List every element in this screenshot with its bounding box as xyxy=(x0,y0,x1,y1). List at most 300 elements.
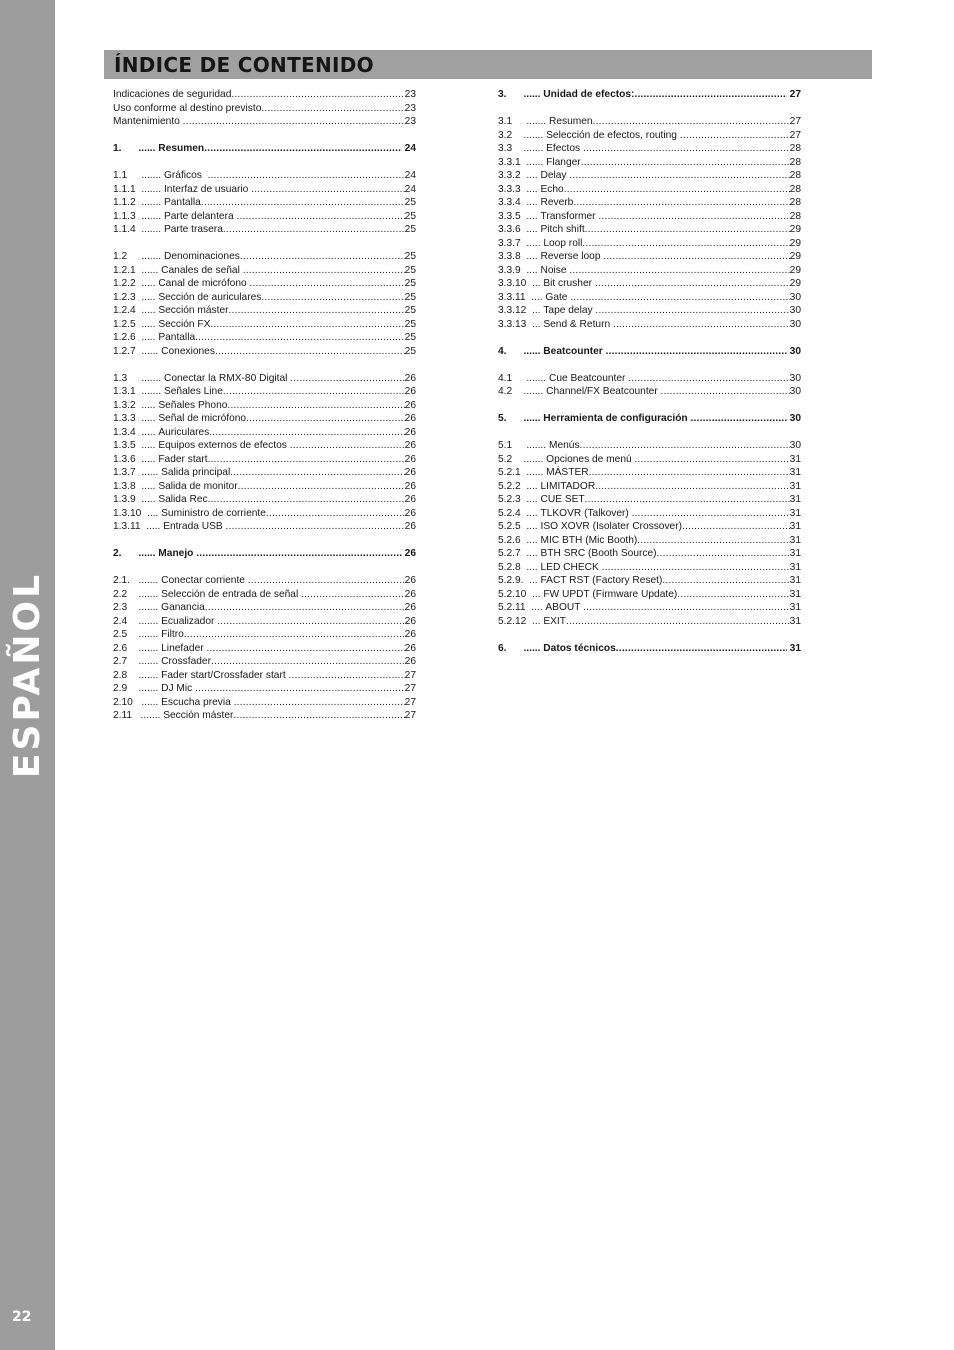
toc-entry-page: 26 xyxy=(404,602,416,613)
toc-entry-number: Mantenimiento xyxy=(113,116,183,127)
toc-entry xyxy=(113,696,416,710)
toc-entry-page: 25 xyxy=(404,224,416,235)
toc-entry-page: 31 xyxy=(789,534,801,546)
toc-entry-page: 26 xyxy=(404,467,416,478)
toc-entry xyxy=(498,196,801,210)
toc-entry xyxy=(498,615,801,629)
toc-entry xyxy=(498,210,801,224)
toc-dot-leader xyxy=(204,142,402,156)
language-label: ESPAÑOL xyxy=(7,571,48,779)
toc-entry xyxy=(113,183,416,197)
toc-spacer xyxy=(498,358,801,372)
toc-entry-number: 1.1 ....... xyxy=(113,170,164,181)
toc-entry-number: 2.9 ....... xyxy=(113,683,162,694)
toc-entry xyxy=(113,169,416,183)
toc-entry xyxy=(498,304,801,318)
toc-entry-page: 29 xyxy=(789,224,801,235)
toc-entry xyxy=(498,318,801,332)
toc-entry xyxy=(113,102,416,116)
toc-entry-title: CUE SET xyxy=(540,494,585,505)
toc-entry-page: 28 xyxy=(789,143,801,154)
toc-entry-number: 6. ...... xyxy=(498,642,544,654)
toc-entry-number: 3.3.6 .... xyxy=(498,224,541,235)
toc-entry xyxy=(113,372,416,386)
toc-entry-title: Conectar la RMX-80 Digital xyxy=(163,372,291,384)
toc-entry-number: 1. ...... xyxy=(113,143,159,154)
toc-entry-title: Efectos xyxy=(546,143,583,154)
toc-entry-page: 28 xyxy=(789,183,801,195)
toc-dot-leader xyxy=(261,102,404,116)
toc-entry xyxy=(498,574,801,588)
toc-entry xyxy=(113,642,416,656)
toc-entry-page: 30 xyxy=(786,345,801,357)
toc-entry-number: 5.2.5 .... xyxy=(498,521,541,532)
toc-entry xyxy=(113,412,416,426)
toc-entry-title: Loop roll xyxy=(543,237,583,249)
toc-entry-page: 31 xyxy=(789,480,801,492)
toc-dot-leader xyxy=(595,480,789,494)
toc-entry-title: Pantalla xyxy=(163,197,201,208)
toc-dot-leader xyxy=(585,223,790,237)
toc-dot-leader xyxy=(677,588,789,602)
toc-entry xyxy=(113,709,416,723)
toc-entry-number: 2.6 ....... xyxy=(113,642,162,654)
toc-entry-page: 25 xyxy=(404,345,416,357)
toc-entry-title: Salida principal xyxy=(161,467,231,478)
toc-entry-page: 27 xyxy=(404,696,416,708)
toc-dot-leader xyxy=(290,372,404,386)
toc-dot-leader xyxy=(215,345,405,359)
toc-entry-number: 3.3.1 ...... xyxy=(498,156,547,168)
toc-entry-page: 27 xyxy=(786,89,801,100)
toc-chapter-entry xyxy=(498,642,801,656)
toc-entry-page: 31 xyxy=(789,588,801,600)
toc-entry-page: 27 xyxy=(404,710,416,721)
toc-dot-leader xyxy=(632,507,790,521)
toc-entry-title: Beatcounter xyxy=(543,345,606,357)
toc-dot-leader xyxy=(606,345,787,359)
toc-entry-number: 1.2.2 ..... xyxy=(113,278,159,289)
toc-entry-title: TLKOVR (Talkover) xyxy=(540,507,632,519)
toc-dot-leader xyxy=(208,493,405,507)
toc-dot-leader xyxy=(206,642,404,656)
toc-entry-title: Tape delay xyxy=(543,305,596,316)
toc-entry-number: 4.2 ....... xyxy=(498,386,547,397)
toc-entry-page: 27 xyxy=(789,129,801,141)
toc-spacer xyxy=(498,399,801,413)
toc-entry-page: 31 xyxy=(789,575,801,586)
toc-dot-leader xyxy=(573,196,789,210)
toc-entry-page: 26 xyxy=(404,629,416,640)
toc-entry xyxy=(498,115,801,129)
toc-entry-number: 3.3.12 ... xyxy=(498,305,544,316)
toc-entry xyxy=(113,588,416,602)
toc-entry xyxy=(113,250,416,264)
toc-entry-page: 27 xyxy=(404,669,416,681)
toc-entry-title: Suministro de corriente xyxy=(161,507,266,519)
toc-dot-leader xyxy=(690,412,786,426)
toc-entry-title: ISO XOVR (Isolater Crossover) xyxy=(540,521,683,532)
toc-entry xyxy=(113,115,416,129)
toc-entry-title: Transformer xyxy=(540,210,599,222)
toc-dot-leader xyxy=(289,669,405,683)
toc-entry-number: 1.3.1 ....... xyxy=(113,386,164,397)
toc-entry-page: 26 xyxy=(404,453,416,465)
language-sidebar xyxy=(0,0,55,1350)
toc-entry-page: 27 xyxy=(789,116,801,127)
toc-entry-page: 25 xyxy=(404,264,416,276)
toc-entry-title: ABOUT xyxy=(545,602,584,613)
toc-entry-page: 28 xyxy=(789,170,801,181)
toc-entry xyxy=(113,493,416,507)
toc-dot-leader xyxy=(230,466,404,480)
toc-entry-number: 1.2.3 ..... xyxy=(113,291,159,303)
toc-entry-title: Linefader xyxy=(161,642,207,654)
toc-entry-number: 5.2.8 .... xyxy=(498,561,541,573)
toc-entry-title: Crossfader xyxy=(161,656,211,667)
toc-entry-page: 27 xyxy=(404,683,416,694)
toc-entry-title: Fader start xyxy=(158,453,208,465)
toc-entry-page: 24 xyxy=(404,183,416,195)
toc-dot-leader xyxy=(593,115,790,129)
toc-entry-number: 1.3.11 ..... xyxy=(113,521,164,532)
toc-entry-number: 2.1. ....... xyxy=(113,575,162,586)
toc-dot-leader xyxy=(598,210,789,224)
toc-spacer xyxy=(498,628,801,642)
toc-dot-leader xyxy=(223,385,405,399)
toc-entry xyxy=(498,250,801,264)
toc-entry xyxy=(498,439,801,453)
toc-entry-title: Salida Rec xyxy=(158,494,208,505)
toc-entry xyxy=(498,493,801,507)
toc-entry-number: 5. ...... xyxy=(498,413,544,424)
toc-spacer xyxy=(498,331,801,345)
toc-entry-number: 3.3.9 .... xyxy=(498,264,541,276)
toc-dot-leader xyxy=(210,318,404,332)
toc-entry-number: 2.10 ...... xyxy=(113,696,162,708)
toc-entry xyxy=(113,291,416,305)
toc-entry-page: 28 xyxy=(789,197,801,208)
toc-entry xyxy=(498,385,801,399)
toc-entry xyxy=(113,480,416,494)
toc-dot-leader xyxy=(583,601,790,615)
toc-entry-number: 5.2.2 .... xyxy=(498,480,541,492)
toc-entry-title: Flanger xyxy=(546,156,581,168)
toc-entry-title: MÁSTER xyxy=(546,467,589,478)
toc-entry-page: 25 xyxy=(404,278,416,289)
toc-dot-leader xyxy=(570,291,789,305)
toc-dot-leader xyxy=(657,547,790,561)
toc-entry-number: 5.2.7 .... xyxy=(498,548,541,559)
toc-entry xyxy=(498,237,801,251)
toc-dot-leader xyxy=(184,628,405,642)
toc-entry xyxy=(113,331,416,345)
toc-entry-page: 26 xyxy=(404,399,416,411)
toc-entry-title: Bit crusher xyxy=(543,278,595,289)
toc-dot-leader xyxy=(227,399,404,413)
toc-dot-leader xyxy=(564,183,790,197)
toc-dot-leader xyxy=(628,372,789,386)
toc-entry xyxy=(113,88,416,102)
toc-entry xyxy=(498,480,801,494)
toc-dot-leader xyxy=(246,412,405,426)
toc-dot-leader xyxy=(236,210,404,224)
toc-dot-leader xyxy=(589,466,790,480)
toc-dot-leader xyxy=(569,264,789,278)
toc-entry-number: 1.1.4 ....... xyxy=(113,224,164,235)
toc-entry-title: Canal de micrófono xyxy=(158,278,250,289)
toc-entry-page: 31 xyxy=(789,615,801,627)
toc-spacer xyxy=(498,102,801,116)
toc-entry-number: 1.2.6 ..... xyxy=(113,332,159,343)
toc-entry-number: 1.3.5 ..... xyxy=(113,440,159,451)
toc-dot-leader xyxy=(201,196,405,210)
toc-entry-page: 30 xyxy=(789,318,801,330)
toc-entry-page: 24 xyxy=(404,170,416,181)
toc-dot-leader xyxy=(209,426,404,440)
toc-entry-title: Reverb xyxy=(540,197,574,208)
toc-entry-number: 5.2.9. ... xyxy=(498,575,541,586)
toc-entry-page: 31 xyxy=(789,602,801,613)
toc-entry-number: 1.2.5 ..... xyxy=(113,318,159,330)
toc-entry-page: 26 xyxy=(404,386,416,397)
toc-entry xyxy=(113,210,416,224)
toc-entry-title: Resumen xyxy=(548,116,593,127)
toc-entry xyxy=(113,223,416,237)
toc-entry-page: 30 xyxy=(789,372,801,384)
toc-entry-page: 31 xyxy=(789,561,801,573)
toc-dot-leader xyxy=(266,507,405,521)
toc-entry-number: 2.11 ....... xyxy=(113,710,164,721)
toc-column-left xyxy=(113,88,416,723)
toc-entry-title: Cue Beatcounter xyxy=(548,372,629,384)
toc-entry xyxy=(113,264,416,278)
toc-entry-number: 4. ...... xyxy=(498,345,544,357)
toc-entry-page: 30 xyxy=(789,440,801,451)
toc-entry xyxy=(113,655,416,669)
toc-column-right xyxy=(498,88,801,655)
toc-entry-number: 1.3.4 ..... xyxy=(113,426,159,438)
toc-entry-title: Ecualizador xyxy=(161,615,218,627)
toc-chapter-entry xyxy=(498,88,801,102)
toc-dot-leader xyxy=(243,264,405,278)
toc-dot-leader xyxy=(595,277,790,291)
toc-dot-leader xyxy=(603,250,789,264)
toc-dot-leader xyxy=(208,453,405,467)
toc-entry-page: 26 xyxy=(404,372,416,384)
toc-dot-leader xyxy=(595,304,789,318)
toc-entry-title: Ganancia xyxy=(161,602,205,613)
toc-entry-title: Sección FX xyxy=(158,318,211,330)
toc-dot-leader xyxy=(240,250,405,264)
toc-entry-number: 5.2.6 .... xyxy=(498,534,541,546)
toc-entry-number: 5.2.12 ... xyxy=(498,615,544,627)
toc-entry xyxy=(113,520,416,534)
toc-entry-number: 1.2.1 ...... xyxy=(113,264,162,276)
toc-entry-number: 3.3.10 ... xyxy=(498,278,544,289)
toc-dot-leader xyxy=(234,696,405,710)
toc-entry-title: Señales Line xyxy=(163,386,223,397)
toc-entry xyxy=(113,304,416,318)
toc-entry xyxy=(498,129,801,143)
toc-entry-page: 31 xyxy=(789,507,801,519)
toc-entry-number: 3.3.13 ... xyxy=(498,318,544,330)
toc-dot-leader xyxy=(233,709,404,723)
toc-entry-page: 25 xyxy=(404,251,416,262)
toc-entry-number: 3.2 ....... xyxy=(498,129,547,141)
toc-entry-page: 28 xyxy=(789,210,801,222)
toc-entry-title: Parte trasera xyxy=(163,224,223,235)
toc-entry-number: Uso conforme al destino previsto xyxy=(113,102,262,114)
toc-dot-leader xyxy=(205,601,405,615)
toc-entry-title: LIMITADOR xyxy=(540,480,596,492)
toc-entry xyxy=(113,574,416,588)
toc-entry-page: 25 xyxy=(404,210,416,222)
toc-entry-title: Unidad de efectos: xyxy=(543,89,635,100)
toc-entry-title: Manejo xyxy=(158,548,197,559)
toc-entry-title: Señal de micrófono xyxy=(158,413,247,424)
toc-entry-number: 5.2.1 ...... xyxy=(498,467,547,478)
toc-entry xyxy=(498,169,801,183)
toc-entry xyxy=(498,142,801,156)
toc-entry-page: 29 xyxy=(789,237,801,249)
toc-entry-number: 1.3.6 ..... xyxy=(113,453,159,465)
toc-entry-page: 30 xyxy=(786,413,801,424)
toc-entry-page: 25 xyxy=(404,332,416,343)
toc-entry-title: Denominaciones xyxy=(163,251,240,262)
toc-entry-page: 26 xyxy=(404,480,416,492)
toc-entry-number: 1.2.7 ...... xyxy=(113,345,162,357)
toc-spacer xyxy=(113,561,416,575)
toc-entry-page: 29 xyxy=(789,278,801,289)
toc-entry xyxy=(113,385,416,399)
toc-entry-page: 28 xyxy=(789,156,801,168)
toc-entry-title: Delay xyxy=(540,170,570,181)
toc-dot-leader xyxy=(682,520,790,534)
toc-entry-number: 3. ...... xyxy=(498,89,544,100)
toc-chapter-entry xyxy=(498,345,801,359)
toc-chapter-entry xyxy=(498,412,801,426)
toc-entry-title: BTH SRC (Booth Source) xyxy=(540,548,657,559)
toc-entry-number: 3.1 ....... xyxy=(498,116,549,127)
toc-entry xyxy=(498,223,801,237)
toc-entry-title: Sección de auriculares xyxy=(158,291,262,303)
toc-entry-title: Send & Return xyxy=(543,318,613,330)
toc-entry-number: 1.1.3 ....... xyxy=(113,210,164,222)
toc-entry-number: 3.3.5 .... xyxy=(498,210,541,222)
toc-entry-title: Conexiones xyxy=(161,345,215,357)
toc-entry-title: Fader start/Crossfader start xyxy=(161,669,289,681)
toc-entry-number: 2. ...... xyxy=(113,548,159,559)
toc-entry-page: 26 xyxy=(404,588,416,600)
toc-entry xyxy=(113,453,416,467)
toc-entry-number: 3.3.3 .... xyxy=(498,183,541,195)
toc-entry xyxy=(113,628,416,642)
toc-entry xyxy=(498,453,801,467)
toc-entry-page: 25 xyxy=(404,318,416,330)
toc-entry xyxy=(113,466,416,480)
toc-spacer xyxy=(113,237,416,251)
toc-dot-leader xyxy=(249,277,404,291)
toc-entry-page: 24 xyxy=(401,143,416,154)
toc-dot-leader xyxy=(616,642,787,656)
toc-entry-title: Gráficos xyxy=(163,170,208,181)
toc-entry-title: Gate xyxy=(545,291,571,303)
toc-entry xyxy=(498,561,801,575)
page-title: ÍNDICE DE CONTENIDO xyxy=(114,53,374,77)
toc-spacer xyxy=(113,129,416,143)
toc-entry-page: 26 xyxy=(404,656,416,667)
toc-dot-leader xyxy=(585,493,790,507)
toc-dot-leader xyxy=(208,169,405,183)
toc-entry-number: 1.1.2 ....... xyxy=(113,197,164,208)
toc-entry-title: Filtro xyxy=(161,629,184,640)
toc-entry-title: Sección máster xyxy=(158,305,229,316)
toc-entry xyxy=(498,507,801,521)
toc-entry xyxy=(498,466,801,480)
toc-entry-number: 2.7 ....... xyxy=(113,656,162,667)
toc-dot-leader xyxy=(248,574,405,588)
toc-entry-title: EXIT xyxy=(543,615,566,627)
toc-entry-number: 1.3.2 ..... xyxy=(113,399,159,411)
toc-entry-number: 3.3.2 .... xyxy=(498,170,541,181)
toc-entry-page: 23 xyxy=(404,102,416,114)
toc-dot-leader xyxy=(582,237,789,251)
toc-dot-leader xyxy=(195,331,405,345)
toc-entry-page: 26 xyxy=(404,521,416,532)
toc-dot-leader xyxy=(662,574,789,588)
toc-entry-title: Channel/FX Beatcounter xyxy=(546,386,661,397)
toc-entry-number: 5.2.4 .... xyxy=(498,507,541,519)
toc-dot-leader xyxy=(634,88,786,102)
toc-entry-title: Sección máster xyxy=(163,710,234,721)
toc-dot-leader xyxy=(183,115,405,129)
toc-entry-number: 1.2.4 ..... xyxy=(113,305,159,316)
toc-entry xyxy=(498,264,801,278)
toc-entry xyxy=(113,682,416,696)
toc-dot-leader xyxy=(580,439,790,453)
toc-entry-title: Equipos externos de efectos xyxy=(158,440,290,451)
toc-entry-number: 1.1.1 ....... xyxy=(113,183,164,195)
toc-dot-leader xyxy=(217,615,404,629)
toc-entry xyxy=(498,520,801,534)
toc-entry-title: MIC BTH (Mic Booth) xyxy=(540,534,638,546)
toc-entry-number: 2.4 ....... xyxy=(113,615,162,627)
toc-entry-title: Señales Phono xyxy=(158,399,228,411)
toc-entry-number: 3.3 ....... xyxy=(498,143,547,154)
toc-entry-title: Resumen xyxy=(158,143,205,154)
toc-entry-title: Interfaz de usuario xyxy=(163,183,252,195)
toc-entry xyxy=(113,601,416,615)
toc-entry-title: Noise xyxy=(540,264,570,276)
toc-entry-title: Selección de entrada de señal xyxy=(161,588,302,600)
toc-entry-number: 1.3.7 ...... xyxy=(113,467,162,478)
toc-entry-page: 25 xyxy=(404,291,416,303)
toc-entry-number: 5.2 ....... xyxy=(498,453,547,465)
toc-entry xyxy=(113,196,416,210)
toc-entry-page: 26 xyxy=(404,426,416,438)
toc-entry-number: 1.2 ....... xyxy=(113,251,164,262)
toc-entry-number: 1.3.8 ..... xyxy=(113,480,159,492)
toc-entry xyxy=(498,277,801,291)
toc-entry-title: Datos técnicos xyxy=(543,642,616,654)
toc-entry-page: 30 xyxy=(789,305,801,316)
toc-entry-title: Entrada USB xyxy=(163,521,226,532)
toc-entry-number: 4.1 ....... xyxy=(498,372,549,384)
toc-entry xyxy=(113,615,416,629)
toc-entry-title: DJ Mic xyxy=(161,683,196,694)
toc-spacer xyxy=(498,426,801,440)
